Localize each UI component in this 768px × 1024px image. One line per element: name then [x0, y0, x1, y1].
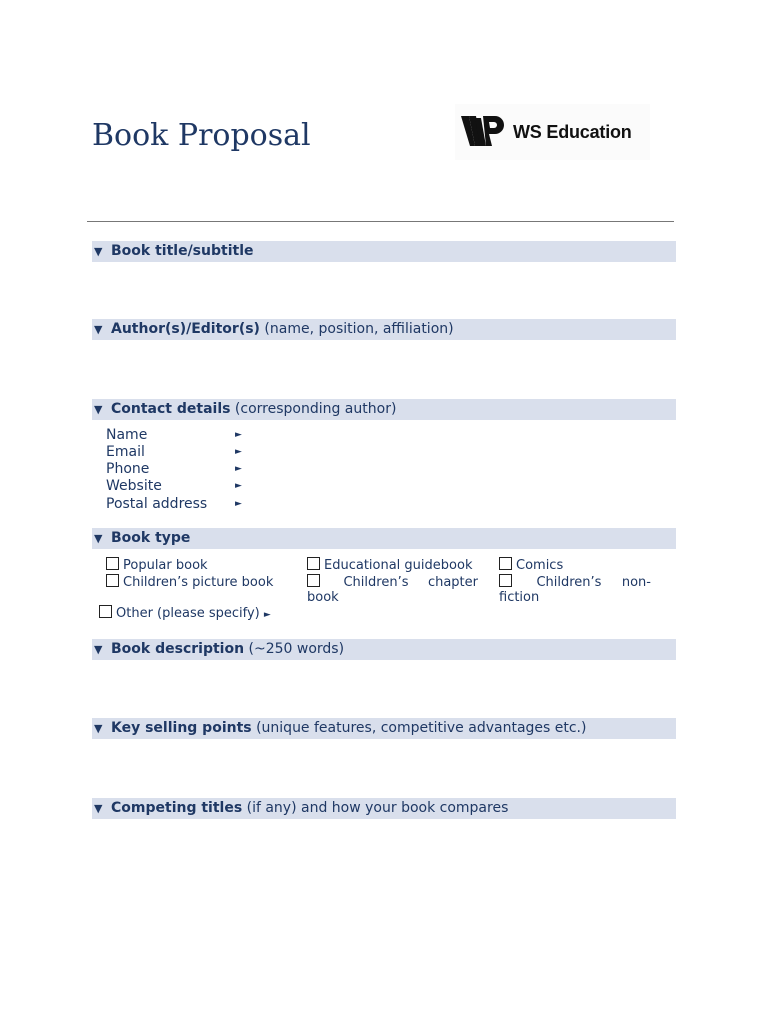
contact-name-row[interactable]: [106, 427, 242, 444]
option-label-continued: book: [307, 590, 339, 605]
logo-text: WS Education: [513, 121, 632, 142]
checkbox[interactable]: [307, 574, 320, 587]
checkbox[interactable]: [106, 557, 119, 570]
option-educational[interactable]: [307, 557, 472, 573]
section-note: (corresponding author): [234, 401, 397, 417]
section-note: (unique features, competitive advantages etc.): [256, 720, 587, 736]
field-arrow-icon: ►: [235, 464, 242, 474]
section-label: Key selling points: [111, 720, 252, 736]
option-picture-book[interactable]: [106, 574, 273, 590]
section-note: (name, position, affiliation): [264, 321, 454, 337]
checkbox[interactable]: [99, 605, 112, 618]
option-comics[interactable]: [499, 557, 563, 573]
option-label: Children’s chapter: [343, 575, 478, 590]
option-chapter-book[interactable]: [307, 574, 478, 605]
page-title: Book Proposal: [92, 118, 311, 153]
ws-logo-mark-icon: [459, 112, 507, 152]
field-label: Name: [106, 427, 148, 443]
header-divider: [87, 221, 674, 222]
option-label: Children’s non-: [536, 575, 651, 590]
option-label: Children’s picture book: [123, 575, 274, 590]
checkbox[interactable]: [499, 574, 512, 587]
section-label: Contact details: [111, 401, 231, 417]
contact-email-row[interactable]: [106, 444, 242, 461]
section-contact-bar[interactable]: [92, 399, 676, 420]
section-label: Book description: [111, 641, 245, 657]
option-popular[interactable]: [106, 557, 208, 573]
section-note: (if any) and how your book compares: [246, 800, 509, 816]
field-arrow-icon: ►: [263, 610, 271, 620]
field-arrow-icon: ►: [235, 499, 242, 509]
section-label: Author(s)/Editor(s): [111, 321, 260, 337]
collapse-triangle-icon[interactable]: ▼: [94, 722, 103, 735]
section-selling-points-bar[interactable]: [92, 718, 676, 739]
collapse-triangle-icon[interactable]: ▼: [94, 643, 103, 656]
collapse-triangle-icon[interactable]: ▼: [94, 532, 103, 545]
field-arrow-icon: ►: [235, 430, 242, 440]
option-label: Other (please specify): [116, 606, 260, 621]
section-competing-bar[interactable]: [92, 798, 676, 819]
publisher-logo: [455, 104, 650, 160]
option-label-continued: fiction: [499, 590, 540, 605]
section-title-bar[interactable]: [92, 241, 676, 262]
checkbox[interactable]: [106, 574, 119, 587]
collapse-triangle-icon[interactable]: ▼: [94, 245, 103, 258]
field-label: Postal address: [106, 496, 208, 512]
field-arrow-icon: ►: [235, 447, 242, 457]
field-label: Website: [106, 478, 162, 494]
option-nonfiction[interactable]: [499, 574, 651, 605]
field-label: Phone: [106, 461, 150, 477]
option-other[interactable]: [99, 605, 271, 623]
checkbox[interactable]: [307, 557, 320, 570]
section-label: Book title/subtitle: [111, 243, 254, 259]
section-note: (~250 words): [248, 641, 345, 657]
collapse-triangle-icon[interactable]: ▼: [94, 323, 103, 336]
collapse-triangle-icon[interactable]: ▼: [94, 403, 103, 416]
collapse-triangle-icon[interactable]: ▼: [94, 802, 103, 815]
checkbox[interactable]: [499, 557, 512, 570]
section-book-type-bar[interactable]: [92, 528, 676, 549]
section-description-bar[interactable]: [92, 639, 676, 660]
section-label: Competing titles: [111, 800, 243, 816]
contact-address-row[interactable]: [106, 496, 242, 513]
option-label: Comics: [516, 558, 564, 573]
section-authors-bar[interactable]: [92, 319, 676, 340]
contact-website-row[interactable]: [106, 478, 242, 495]
option-label: Popular book: [123, 558, 208, 573]
option-label: Educational guidebook: [324, 558, 473, 573]
section-label: Book type: [111, 530, 191, 546]
field-label: Email: [106, 444, 145, 460]
contact-phone-row[interactable]: [106, 461, 242, 478]
field-arrow-icon: ►: [235, 481, 242, 491]
